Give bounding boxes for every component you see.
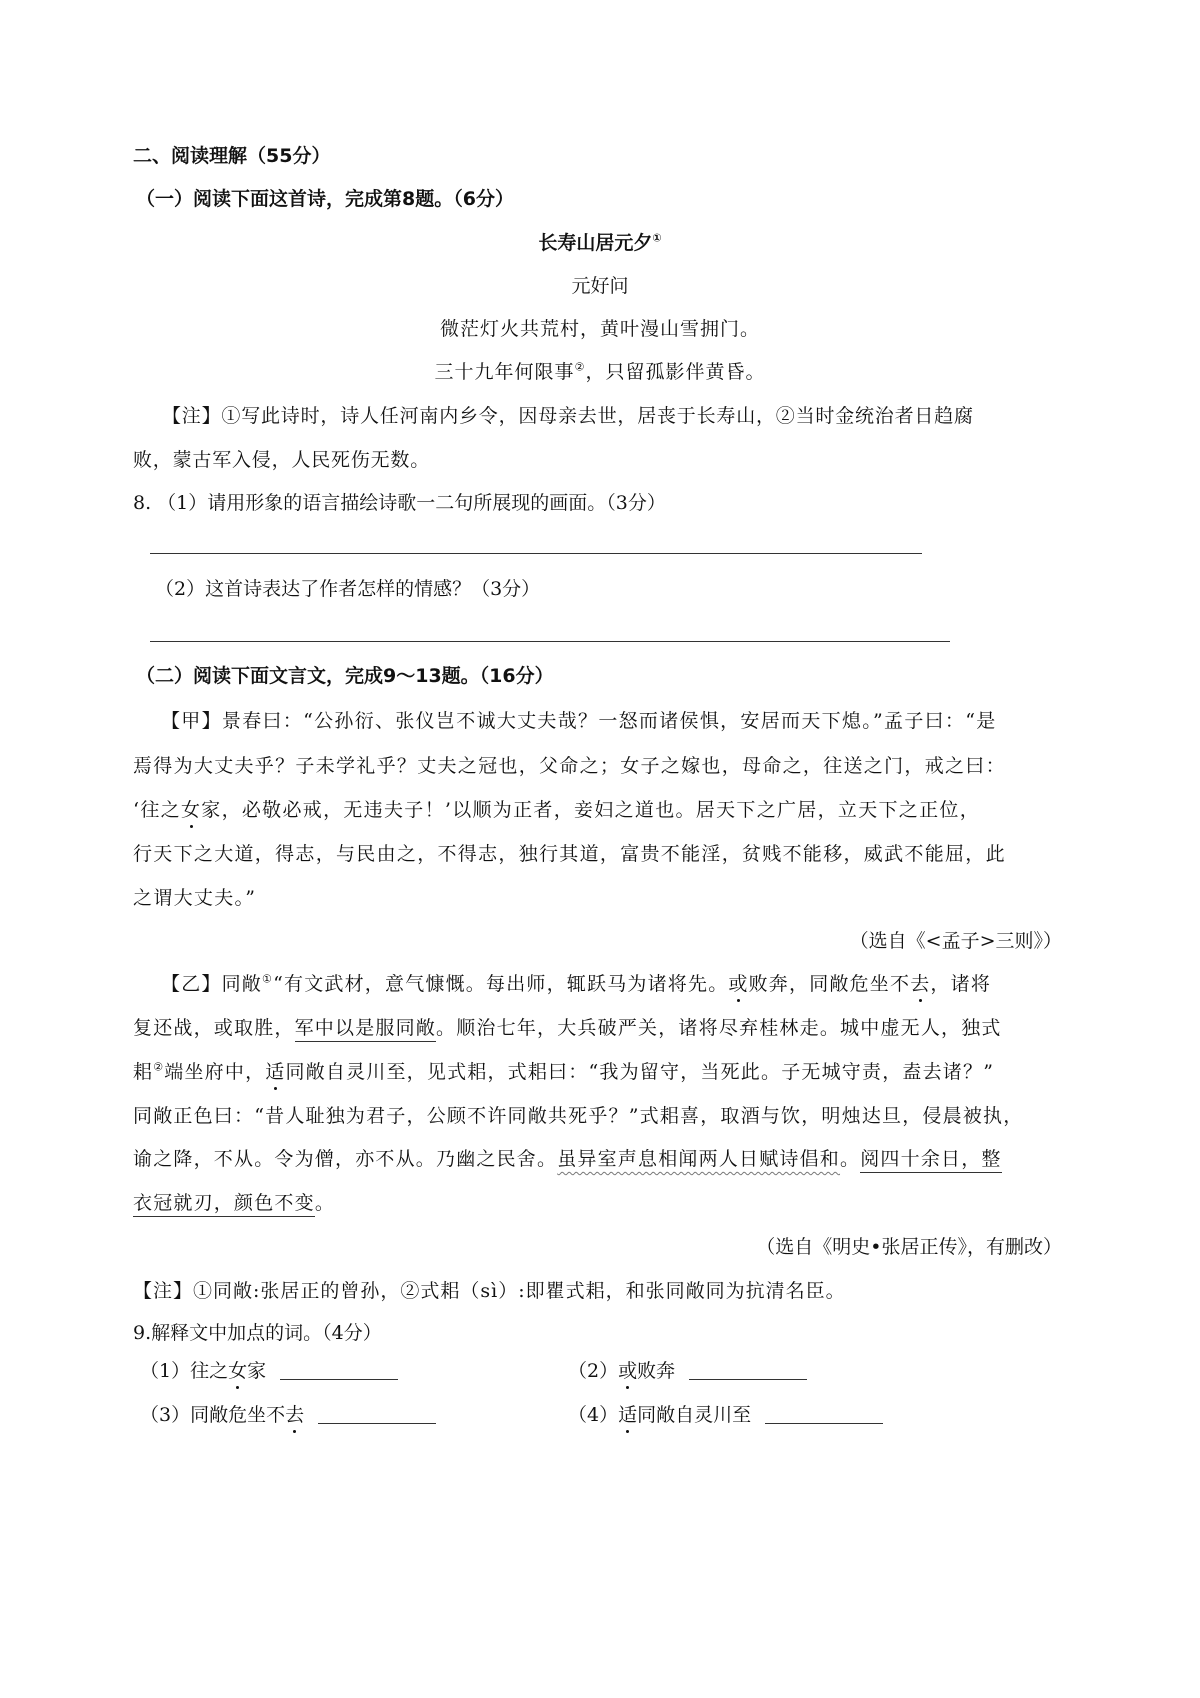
q9-item-1 (140, 1362, 398, 1381)
q9-item-1-blank[interactable] (280, 1379, 398, 1380)
yi-line-1a: 【乙】同敞 (161, 973, 263, 995)
dotted-word-huo: 或 (728, 973, 749, 995)
answer-line-8-2[interactable] (150, 641, 950, 642)
q9-item-1-num: （1） (140, 1360, 191, 1382)
poem-title-text: 长寿山居元夕 (538, 232, 653, 254)
part1-heading: （一）阅读下面这首诗，完成第8题。（6分） (136, 188, 514, 210)
jia-line-3a: ‘往之 (133, 799, 181, 821)
dotted-word-shi: 适 (265, 1061, 286, 1083)
jia-line-5: 之谓大丈夫。” (133, 887, 257, 909)
jia-source: （选自《<孟子>三则》） (849, 930, 1062, 952)
yi-line-3-mark: ② (153, 1060, 165, 1074)
q9-item-2-blank[interactable] (689, 1379, 807, 1380)
yi-line-5 (133, 1150, 1002, 1169)
yi-line-1b: “有文武材，意气慷慨。每出师，辄跃马为诸将先。 (273, 973, 729, 995)
yi-line-4: 同敞正色曰：“昔人耻独为君子，公顾不许同敞共死乎？”式耜喜，取酒与饮，明烛达旦，侵晨被执， (133, 1105, 1024, 1127)
yi-line-2 (133, 1019, 1002, 1038)
jia-line-1: 【甲】景春曰：“公孙衍、张仪岂不诚大丈夫哉？一怒而诸侯惧，安居而天下熄。”孟子曰：“是 (161, 710, 997, 732)
underlined-sentence-1: 军中以是服同敞 (295, 1017, 436, 1042)
yi-line-2a: 复还战，或取胜， (133, 1017, 295, 1039)
q9-item-1-dot: 女 (228, 1360, 248, 1382)
underlined-sentence-2b: 衣冠就刃，颜色不变 (133, 1192, 315, 1217)
yi-line-2b: 。顺治七年，大兵破严关，诸将尽弃桂林走。城中虚无人，独式 (436, 1017, 1002, 1039)
q9-item-3-dot: 去 (285, 1404, 305, 1426)
q9-item-2 (568, 1362, 807, 1381)
q9-item-2-dot: 或 (618, 1360, 638, 1382)
yi-line-6b: 。 (314, 1192, 336, 1214)
q9-item-4-blank[interactable] (765, 1423, 883, 1424)
poem-note-line-1: 【注】①写此诗时，诗人任河南内乡令，因母亲去世，居丧于长寿山，②当时金统治者日趋腐 (162, 405, 974, 427)
poem-line-2 (0, 360, 1200, 383)
underlined-sentence-2a: 阅四十余日，整 (860, 1148, 1001, 1173)
poem-line-2b: ，只留孤影伴黄昏。 (585, 361, 766, 383)
yi-note: 【注】①同敞:张居正的曾孙，②式耜（sì）:即瞿式耜，和张同敞同为抗清名臣。 (133, 1280, 846, 1302)
poem-note-line-2: 败，蒙古军入侵，人民死伤无数。 (133, 449, 431, 471)
q9-item-1-post: 家 (247, 1360, 267, 1382)
yi-line-3 (133, 1060, 995, 1083)
q9-item-2-post: 败奔 (637, 1360, 676, 1382)
q9-item-4-num: （4） (568, 1404, 619, 1426)
q9-item-3 (140, 1406, 436, 1425)
yi-line-3b: 端坐府中， (164, 1061, 266, 1083)
yi-line-5b: 。 (840, 1148, 861, 1170)
yi-source: （选自《明史•张居正传》，有删改） (756, 1236, 1062, 1258)
q9-item-3-blank[interactable] (318, 1423, 436, 1424)
part2-heading: （二）阅读下面文言文，完成9～13题。（16分） (136, 665, 554, 687)
wavy-underlined-sentence: 虽异室声息相闻两人日赋诗倡和 (557, 1148, 841, 1170)
q9-item-4-dot: 适 (618, 1404, 638, 1426)
yi-line-1d: ，诸将 (930, 973, 992, 995)
q9-item-3-num: （3） (140, 1404, 191, 1426)
poem-line-2-mark: ② (574, 360, 586, 374)
jia-line-4: 行天下之大道，得志，与民由之，不得志，独行其道，富贵不能淫，贫贱不能移，威武不能屈，此 (133, 843, 1006, 865)
yi-line-3c: 同敞自灵川至，见式耜，式耜曰：“我为留守，当死此。子无城守责，盍去诸？” (285, 1061, 995, 1083)
poem-title-mark: ① (652, 231, 662, 245)
question-8-2: （2）这首诗表达了作者怎样的情感？（3分） (155, 578, 541, 600)
section-heading: 二、阅读理解（55分） (133, 145, 331, 167)
q9-item-4-post: 同敞自灵川至 (637, 1404, 752, 1426)
yi-line-3a: 耜 (133, 1061, 154, 1083)
yi-line-1c: 败奔，同敞危坐不 (748, 973, 911, 995)
yi-line-1 (161, 972, 992, 995)
q9-item-1-pre: 往之 (190, 1360, 229, 1382)
q9-item-4 (568, 1406, 883, 1425)
poem-line-1: 微茫灯火共荒村，黄叶漫山雪拥门。 (439, 318, 760, 340)
question-9: 9.解释文中加点的词。（4分） (133, 1322, 382, 1344)
yi-line-1-mark: ① (262, 972, 274, 986)
answer-line-8-1[interactable] (150, 553, 922, 554)
jia-line-3 (133, 801, 980, 820)
poem-line-2a: 三十九年何限事 (434, 361, 575, 383)
jia-line-3b: 家，必敬必戒，无违夫子！’以顺为正者，妾妇之道也。居天下之广居，立天下之正位， (201, 799, 981, 821)
dotted-word-qu: 去 (910, 973, 931, 995)
poem-author: 元好问 (571, 275, 629, 297)
poem-title (0, 231, 1200, 254)
q9-item-2-num: （2） (568, 1360, 619, 1382)
yi-line-5a: 谕之降，不从。令为僧，亦不从。乃幽之民舍。 (133, 1148, 558, 1170)
q9-item-3-pre: 同敞危坐不 (190, 1404, 286, 1426)
jia-line-2: 焉得为大丈夫乎？子未学礼乎？丈夫之冠也，父命之；女子之嫁也，母命之，往送之门，戒之曰： (133, 755, 1006, 777)
yi-line-6 (133, 1194, 335, 1213)
question-8-1: 8. （1）请用形象的语言描绘诗歌一二句所展现的画面。（3分） (133, 492, 666, 514)
dotted-word-nv: 女 (180, 799, 202, 821)
